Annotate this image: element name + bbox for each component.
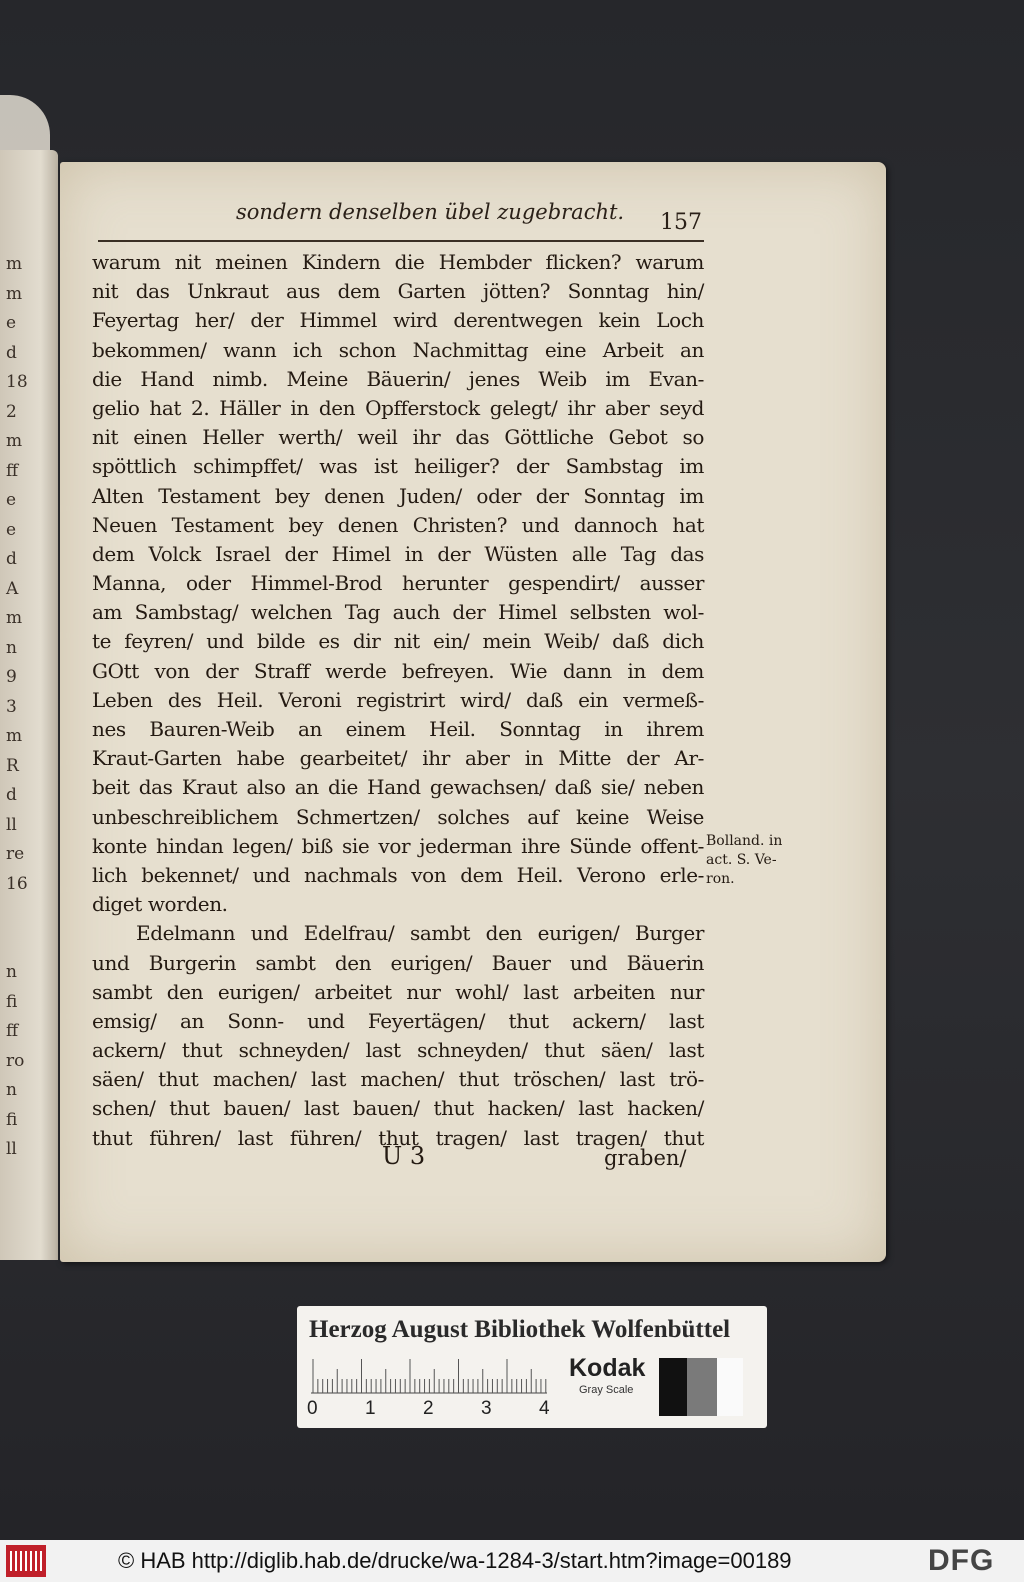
text-line: gelio hat 2. Häller in den Opfferstock gelegt/ ihr aber seyd	[92, 395, 704, 420]
left-page-fragment: 2	[6, 401, 17, 422]
text-line: GOtt von der Straff werde befreyen. Wie dann in dem	[92, 658, 704, 683]
text-line: nit einen Heller werth/ weil ihr das Göttliche Gebot so	[92, 425, 704, 450]
margin-note-line: ron.	[706, 871, 735, 887]
text-line: spöttlich schimpffet/ was ist heiliger? der Sambstag im	[92, 454, 704, 479]
left-page-fragment: ll	[6, 1139, 17, 1159]
running-head: sondern denselben übel zugebracht.	[236, 200, 625, 224]
left-page-fragment: 3	[6, 696, 17, 717]
header-rule	[98, 240, 704, 242]
left-page-fragment: d	[6, 342, 17, 363]
left-page-fragment: m	[6, 283, 23, 304]
text-line: beit das Kraut also an die Hand gewachsen/ daß sie/ neben	[92, 775, 704, 800]
text-line: und Burgerin sambt den eurigen/ Bauer und Bäuerin	[92, 950, 704, 975]
text-line: nit das Unkraut aus dem Garten jötten? Sonntag hin/	[92, 279, 704, 304]
left-page-fragment: ff	[6, 460, 19, 481]
left-page-fragment: e	[6, 519, 17, 540]
page-number: 157	[660, 210, 702, 235]
text-line: warum nit meinen Kindern die Hembder flicken? warum	[92, 250, 704, 274]
catchword: graben/	[604, 1146, 687, 1170]
left-page-fragment: fi	[6, 1109, 18, 1130]
left-page-fragment: m	[6, 608, 23, 628]
text-line: emsig/ an Sonn- und Feyertägen/ thut ackern/ last	[92, 1008, 704, 1033]
text-line: die Hand nimb. Meine Bäuerin/ jenes Weib im Evan-	[92, 366, 704, 391]
margin-note-line: Bolland. in	[706, 833, 783, 849]
ruler-scale	[311, 1358, 551, 1394]
gray-swatch	[687, 1358, 717, 1416]
left-page-fragment: n	[6, 637, 17, 658]
left-page-fragment: R	[6, 755, 19, 776]
text-line: ackern/ thut schneyden/ last schneyden/ thut säen/ last	[92, 1038, 704, 1063]
left-page-fragment: 9	[6, 667, 17, 687]
black-swatch	[659, 1358, 687, 1416]
scale-number: 3	[481, 1398, 492, 1419]
margin-note	[706, 832, 798, 889]
left-page-fragment: 18	[6, 372, 28, 392]
left-page-fragment: m	[6, 254, 23, 274]
left-page-fragment: n	[6, 962, 17, 982]
left-page-fragment: m	[6, 431, 23, 451]
left-page-fragment	[6, 899, 22, 929]
footer-bar	[0, 1540, 1024, 1582]
signature-mark: U 3	[382, 1142, 426, 1170]
text-line: unbeschreiblichem Schmertzen/ solches auf keine Weise	[92, 804, 704, 829]
text-line: Manna, oder Himmel-Brod herunter gespendirt/ ausser	[92, 571, 704, 596]
left-page-fragment: ro	[6, 1050, 25, 1071]
library-title: Herzog August Bibliothek Wolfenbüttel	[309, 1316, 731, 1343]
text-line: thut führen/ last führen/ thut tragen/ last tragen/ thut	[92, 1125, 704, 1150]
text-line: nes Bauren-Weib an einem Heil. Sonntag in ihrem	[92, 717, 704, 741]
left-page-fragment: d	[6, 785, 17, 805]
left-page-fragment: n	[6, 1080, 17, 1100]
scale-number: 2	[423, 1398, 434, 1419]
text-line: konte hindan legen/ biß sie vor jederman ihre Sünde offent-	[92, 833, 704, 858]
text-line: bekommen/ wann ich schon Nachmittag eine Arbeit an	[92, 337, 704, 362]
text-line: schen/ thut bauen/ last bauen/ thut hacken/ last hacken/	[92, 1096, 704, 1121]
scale-number: 4	[539, 1398, 550, 1419]
body-text	[92, 248, 704, 1153]
text-line: diget worden.	[92, 892, 228, 917]
hab-logo-icon	[6, 1545, 46, 1577]
gray-scale-label: Gray Scale	[579, 1384, 634, 1396]
left-page-fragment: re	[6, 844, 25, 864]
text-line: säen/ thut machen/ last machen/ thut tröschen/ last trö-	[92, 1067, 704, 1092]
scale-number: 0	[307, 1398, 318, 1419]
left-page-fragment: d	[6, 549, 17, 569]
left-page-fragment: ff	[6, 1021, 19, 1041]
color-calibration-card	[297, 1306, 767, 1428]
left-page-fragment	[6, 929, 22, 959]
left-page-fragment: m	[6, 726, 23, 746]
text-line: Alten Testament bey denen Juden/ oder der Sonntag im	[92, 483, 704, 508]
text-line: Feyertag her/ der Himmel wird derentwegen kein Loch	[92, 308, 704, 333]
left-page-fragment: e	[6, 490, 17, 510]
dfg-logo: DFG	[928, 1544, 995, 1577]
text-line: lich bekennet/ und nachmals von dem Heil. Verono erle-	[92, 862, 704, 887]
text-line: Edelmann und Edelfrau/ sambt den eurigen/ Burger	[136, 921, 704, 946]
white-swatch	[717, 1358, 743, 1416]
text-line: am Sambstag/ welchen Tag auch der Himel selbsten wol-	[92, 600, 704, 625]
left-page-fragment: ll	[6, 814, 17, 835]
text-line: dem Volck Israel der Himel in der Wüsten alle Tag das	[92, 541, 704, 566]
left-page-fragment: A	[6, 578, 19, 599]
text-line: sambt den eurigen/ arbeitet nur wohl/ last arbeiten nur	[92, 979, 704, 1004]
left-page-text-fragments	[6, 250, 28, 1165]
left-page-fragment: fi	[6, 991, 18, 1012]
text-line: Leben des Heil. Veroni registrirt wird/ daß ein vermeß-	[92, 687, 704, 712]
scale-number: 1	[365, 1398, 376, 1419]
text-line: Kraut-Garten habe gearbeitet/ ihr aber in Mitte der Ar-	[92, 746, 704, 771]
copyright-link[interactable]: © HAB http://diglib.hab.de/drucke/wa-1284-3/start.htm?image=00189	[118, 1548, 792, 1573]
margin-note-line: act. S. Ve-	[706, 852, 777, 868]
left-page-fragment: e	[6, 313, 17, 333]
left-page-fragment: 16	[6, 873, 28, 894]
text-line: Neuen Testament bey denen Christen? und dannoch hat	[92, 512, 704, 537]
kodak-logo: Kodak	[569, 1354, 646, 1382]
text-line: te feyren/ und bilde es dir nit ein/ mein Weib/ daß dich	[92, 629, 704, 654]
